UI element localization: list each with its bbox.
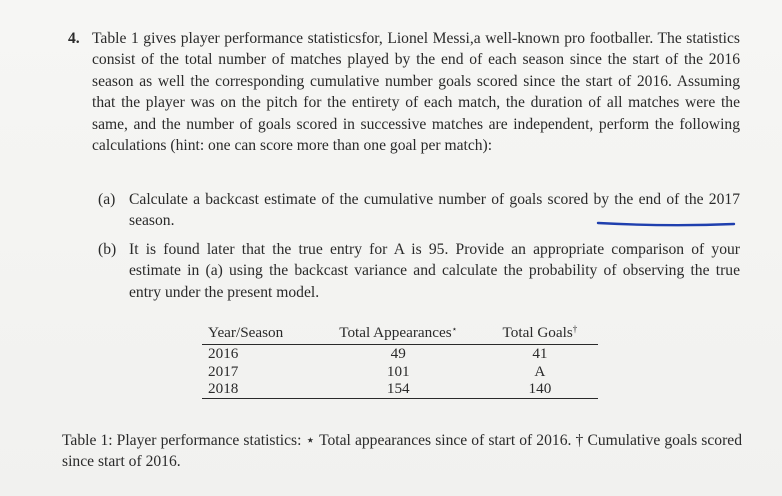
cell-goals: A (534, 362, 546, 380)
cell-goals: 41 (532, 345, 548, 362)
header-year-season (202, 322, 315, 345)
cell-goals: 140 (482, 380, 598, 398)
header-total-goals (482, 322, 598, 345)
footnote-dagger-mark: † (572, 323, 578, 334)
cell-appearances: 101 (386, 362, 410, 380)
problem-number: 4. (68, 30, 80, 47)
header-total-goals-label: Total Goals (502, 323, 573, 341)
part-b (98, 239, 740, 303)
table-header-row (202, 322, 598, 345)
cell-appearances: 154 (315, 380, 482, 398)
header-total-appearances (315, 322, 482, 345)
part-a-text: Calculate a backcast estimate of the cumulative number of goals scored by the end of the 2017 season. (129, 191, 740, 230)
part-b-label: (b) (98, 241, 117, 258)
header-year-season-label: Year/Season (208, 323, 284, 341)
statistics-table (202, 322, 598, 399)
part-b-text: It is found later that the true entry for A is 95. Provide an appropriate comparison of your estimate in (a) using the backcast variance and calculate the probability of observing the true entry under the present model. (129, 241, 740, 301)
cell-appearances: 49 (390, 345, 406, 362)
table-row (202, 345, 598, 363)
cell-year: 2018 (202, 380, 315, 398)
header-total-appearances-label: Total Appearances (339, 323, 452, 341)
handwritten-underline (596, 218, 736, 230)
problem-text: Table 1 gives player performance statisticsfor, Lionel Messi,a well-known pro footballer. The statistics consist of the total number of matches played by the end of each season since the start of the 2016 season as well the corresponding cumulative number goals scored since the start of 2016. Assuming that the player was on the pitch for the entirety of each match, the duration of all matches were the same, and the number of goals scored in successive matches are independent, perform the following calculations (hint: one can score more than one goal per match): (92, 30, 740, 155)
table-row (202, 380, 598, 398)
part-a-label: (a) (98, 191, 116, 208)
footnote-star-mark: ⋆ (451, 323, 458, 334)
cell-year: 2017 (208, 362, 239, 380)
statistics-table-container (202, 322, 598, 399)
table-row (202, 363, 598, 381)
table-caption: Table 1: Player performance statistics: ⋆ Total appearances since of start of 2016. † Cumulative goals scored since start of 2016. (62, 432, 742, 471)
problem-statement (68, 28, 740, 156)
cell-year: 2016 (208, 345, 239, 362)
